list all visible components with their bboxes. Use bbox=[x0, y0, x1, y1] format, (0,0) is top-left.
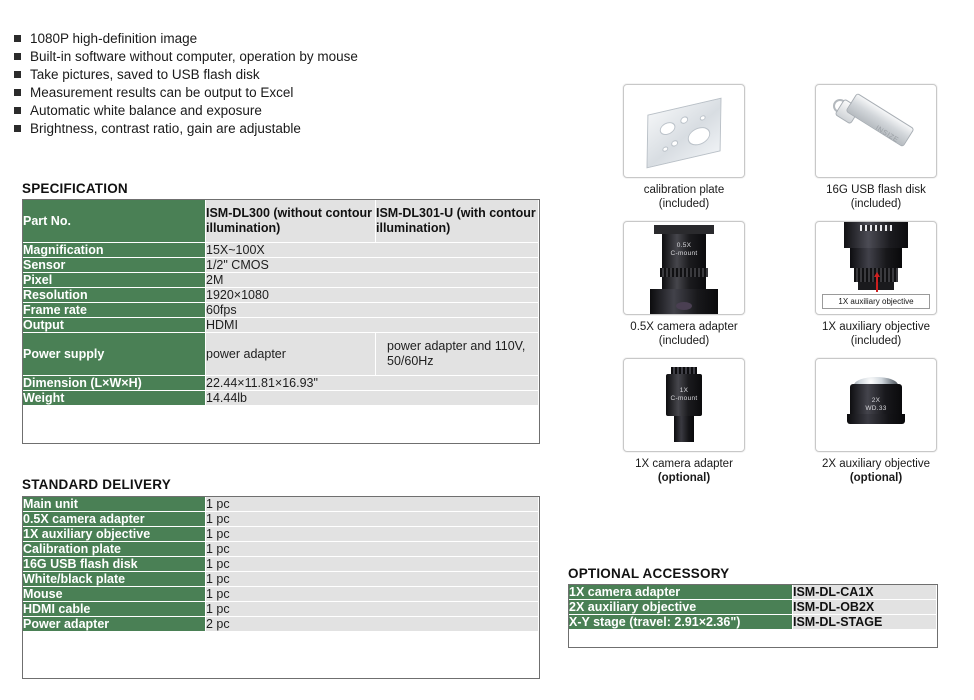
usb-brand-text: INSIZE bbox=[874, 124, 900, 145]
photo-cell-2x-auxiliary-objective bbox=[792, 358, 960, 485]
photo-name: 0.5X camera adapter bbox=[630, 321, 738, 333]
list-item bbox=[14, 120, 574, 137]
delivery-item: 16G USB flash disk bbox=[23, 557, 206, 572]
photo-caption bbox=[822, 457, 930, 485]
spec-row-label: Weight bbox=[23, 391, 206, 406]
photo-cell-05x-camera-adapter bbox=[600, 221, 768, 348]
table-row bbox=[569, 600, 937, 615]
spec-row-label: Frame rate bbox=[23, 303, 206, 318]
photo-caption bbox=[630, 320, 737, 348]
lens-icon: 2X WD.33 bbox=[816, 359, 936, 451]
auxiliary-objective-2x-photo bbox=[815, 358, 937, 452]
table-row bbox=[23, 527, 539, 542]
delivery-qty: 1 pc bbox=[206, 512, 539, 527]
photo-cell-1x-auxiliary-objective bbox=[792, 221, 960, 348]
lens-icon: 1X C-mount bbox=[624, 359, 744, 451]
photo-status: (optional) bbox=[657, 472, 711, 484]
calibration-plate-icon bbox=[647, 98, 722, 169]
photo-caption bbox=[644, 183, 725, 211]
list-item bbox=[14, 84, 574, 101]
spec-row-label: Resolution bbox=[23, 288, 206, 303]
bullet-square-icon bbox=[14, 107, 21, 114]
delivery-qty: 2 pc bbox=[206, 617, 539, 632]
power-supply-label: Power supply bbox=[23, 333, 206, 376]
photo-cell-usb-flash-disk bbox=[792, 84, 960, 211]
delivery-qty: 1 pc bbox=[206, 527, 539, 542]
list-item bbox=[14, 30, 574, 47]
delivery-item: White/black plate bbox=[23, 572, 206, 587]
photo-caption bbox=[635, 457, 733, 485]
spec-header-col1: ISM-DL300 (without contour illumination) bbox=[206, 200, 376, 243]
table-row bbox=[23, 557, 539, 572]
camera-adapter-05x-photo bbox=[623, 221, 745, 315]
spec-header-label: Part No. bbox=[23, 200, 206, 243]
photo-status: (included) bbox=[658, 335, 710, 347]
spec-row-label: Magnification bbox=[23, 243, 206, 258]
photo-name: 1X auxiliary objective bbox=[821, 321, 931, 333]
delivery-qty: 1 pc bbox=[206, 557, 539, 572]
bullet-square-icon bbox=[14, 35, 21, 42]
photo-row bbox=[600, 84, 960, 211]
delivery-item: Main unit bbox=[23, 497, 206, 512]
bullet-square-icon bbox=[14, 53, 21, 60]
table-row bbox=[23, 497, 539, 512]
photo-caption bbox=[822, 320, 930, 348]
power-supply-col1: power adapter bbox=[206, 333, 376, 376]
spec-row-value: 22.44×11.81×16.93" bbox=[206, 376, 539, 391]
table-row bbox=[23, 617, 539, 632]
spec-row-value: 60fps bbox=[206, 303, 539, 318]
list-item bbox=[14, 48, 574, 65]
photo-status: (optional) bbox=[849, 472, 903, 484]
photo-cell-calibration-plate bbox=[600, 84, 768, 211]
delivery-item: Mouse bbox=[23, 587, 206, 602]
table-row bbox=[569, 585, 937, 600]
table-row bbox=[23, 602, 539, 617]
table-row bbox=[23, 333, 539, 376]
calibration-plate-photo bbox=[623, 84, 745, 178]
spec-row-label: Pixel bbox=[23, 273, 206, 288]
callout-label: 1X auxiliary objective bbox=[822, 294, 930, 309]
bullet-square-icon bbox=[14, 89, 21, 96]
optional-item: 2X auxiliary objective bbox=[569, 600, 793, 615]
table-row bbox=[23, 200, 539, 243]
power-supply-col2: power adapter and 110V, 50/60Hz bbox=[376, 333, 539, 376]
standard-delivery-title: STANDARD DELIVERY bbox=[22, 477, 171, 492]
spec-row-value: 14.44lb bbox=[206, 391, 539, 406]
lens-icon: 0.5X C-mount bbox=[624, 222, 744, 314]
photo-cell-1x-camera-adapter bbox=[600, 358, 768, 485]
photo-row bbox=[600, 221, 960, 348]
photo-row bbox=[600, 358, 960, 485]
list-item bbox=[14, 102, 574, 119]
bullet-square-icon bbox=[14, 125, 21, 132]
list-item bbox=[14, 66, 574, 83]
photo-caption bbox=[826, 183, 926, 211]
table-row bbox=[23, 288, 539, 303]
optional-accessory-table bbox=[568, 584, 937, 630]
camera-adapter-1x-photo bbox=[623, 358, 745, 452]
table-row bbox=[23, 318, 539, 333]
delivery-item: Calibration plate bbox=[23, 542, 206, 557]
specification-title: SPECIFICATION bbox=[22, 181, 128, 196]
spec-row-label: Sensor bbox=[23, 258, 206, 273]
photo-name: 2X auxiliary objective bbox=[821, 458, 931, 470]
photo-name: calibration plate bbox=[643, 184, 725, 196]
feature-text: Measurement results can be output to Excel bbox=[30, 85, 294, 100]
spec-row-value: 15X~100X bbox=[206, 243, 539, 258]
table-row bbox=[23, 258, 539, 273]
table-row bbox=[569, 615, 937, 630]
feature-text: Automatic white balance and exposure bbox=[30, 103, 262, 118]
optional-part-no: ISM-DL-OB2X bbox=[793, 600, 937, 615]
table-row bbox=[23, 542, 539, 557]
spec-row-value: HDMI bbox=[206, 318, 539, 333]
photo-name: 1X camera adapter bbox=[635, 458, 733, 470]
bullet-square-icon bbox=[14, 71, 21, 78]
table-row bbox=[23, 512, 539, 527]
spec-row-label: Dimension (L×W×H) bbox=[23, 376, 206, 391]
delivery-qty: 1 pc bbox=[206, 602, 539, 617]
feature-text: 1080P high-definition image bbox=[30, 31, 198, 46]
table-row bbox=[23, 376, 539, 391]
photo-status: (included) bbox=[658, 198, 710, 210]
feature-text: Brightness, contrast ratio, gain are adjustable bbox=[30, 121, 301, 136]
standard-delivery-table bbox=[22, 496, 539, 632]
callout-arrow-icon bbox=[876, 276, 878, 292]
usb-flash-disk-photo bbox=[815, 84, 937, 178]
delivery-qty: 1 pc bbox=[206, 572, 539, 587]
spec-header-col2: ISM-DL301-U (with contour illumination) bbox=[376, 200, 539, 243]
spec-row-value: 1/2" CMOS bbox=[206, 258, 539, 273]
table-row bbox=[23, 303, 539, 318]
product-photo-grid bbox=[600, 84, 960, 495]
delivery-item: 0.5X camera adapter bbox=[23, 512, 206, 527]
delivery-qty: 1 pc bbox=[206, 542, 539, 557]
optional-part-no: ISM-DL-STAGE bbox=[793, 615, 937, 630]
delivery-item: Power adapter bbox=[23, 617, 206, 632]
delivery-qty: 1 pc bbox=[206, 497, 539, 512]
photo-name: 16G USB flash disk bbox=[826, 184, 926, 196]
delivery-item: HDMI cable bbox=[23, 602, 206, 617]
table-row bbox=[23, 273, 539, 288]
optional-part-no: ISM-DL-CA1X bbox=[793, 585, 937, 600]
photo-status: (included) bbox=[850, 198, 902, 210]
spec-row-value: 1920×1080 bbox=[206, 288, 539, 303]
table-row bbox=[23, 587, 539, 602]
feature-text: Take pictures, saved to USB flash disk bbox=[30, 67, 260, 82]
spec-row-label: Output bbox=[23, 318, 206, 333]
optional-item: 1X camera adapter bbox=[569, 585, 793, 600]
spec-row-value: 2M bbox=[206, 273, 539, 288]
feature-text: Built-in software without computer, operation by mouse bbox=[30, 49, 358, 64]
auxiliary-objective-1x-photo bbox=[815, 221, 937, 315]
optional-accessory-title: OPTIONAL ACCESSORY bbox=[568, 566, 730, 581]
specification-table bbox=[22, 199, 539, 406]
table-row bbox=[23, 243, 539, 258]
table-row bbox=[23, 572, 539, 587]
photo-status: (included) bbox=[850, 335, 902, 347]
usb-body-icon bbox=[845, 93, 914, 148]
delivery-item: 1X auxiliary objective bbox=[23, 527, 206, 542]
table-row bbox=[23, 391, 539, 406]
feature-list bbox=[14, 30, 574, 138]
delivery-qty: 1 pc bbox=[206, 587, 539, 602]
optional-item: X-Y stage (travel: 2.91×2.36") bbox=[569, 615, 793, 630]
